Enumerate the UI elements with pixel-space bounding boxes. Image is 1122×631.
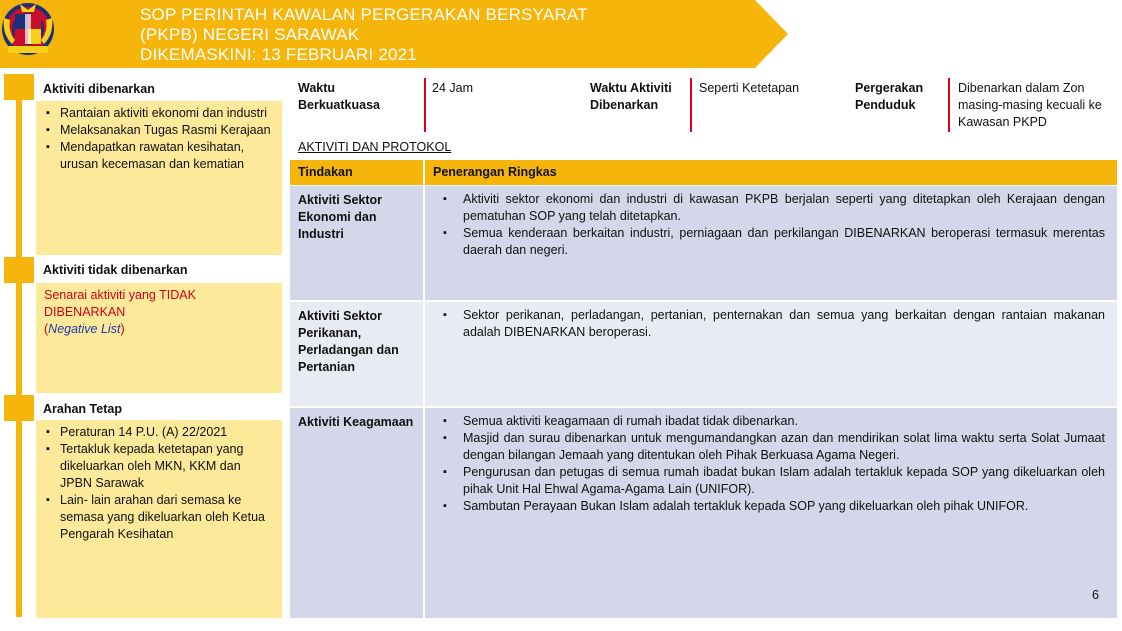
allowed-activities-box (36, 101, 282, 255)
effective-time-value: 24 Jam (432, 81, 473, 95)
negative-list-link[interactable]: Negative List (48, 322, 121, 336)
title-line-1: SOP PERINTAH KAWALAN PERGERAKAN BERSYARAT (140, 5, 588, 24)
list-item: ▪ Semua kenderaan berkaitan industri, perniagaan dan perkilangan DIBENARKAN beroperasi termasuk merentas daerah dan negeri. (439, 225, 1105, 259)
list-item: ▪ Peraturan 14 P.U. (A) 22/2021 (44, 424, 274, 441)
movement-value: Dibenarkan dalam Zon masing-masing kecuali ke Kawasan PKPD (958, 81, 1102, 129)
activity-time-label: Waktu Aktiviti Dibenarkan (590, 81, 672, 112)
title-line-2: (PKPB) NEGERI SARAWAK (140, 25, 360, 44)
table-header-action: Tindakan (290, 160, 423, 185)
allowed-activities-title: Aktiviti dibenarkan (36, 78, 282, 100)
list-item: ▪ Lain- lain arahan dari semasa ke semasa yang dikeluarkan oleh Ketua Pengarah Kesihatan (44, 492, 274, 543)
list-item: ▪ Mendapatkan rawatan kesihatan, urusan kecemasan dan kematian (44, 139, 274, 173)
coat-of-arms-logo (0, 0, 56, 58)
list-item: ▪ Melaksanakan Tugas Rasmi Kerajaan (44, 122, 274, 139)
not-allowed-activities-title: Aktiviti tidak dibenarkan (36, 259, 282, 281)
list-item: ▪ Pengurusan dan petugas di semua rumah ibadat bukan Islam adalah tertakluk kepada SOP yang dikeluarkan oleh pihak Unit Hal Ehwal Agama-Agama Lain (UNIFOR). (439, 464, 1105, 498)
list-item: ▪ Masjid dan surau dibenarkan untuk mengumandangkan azan dan mendirikan solat lima waktu serta Solat Jumaat dengan bilangan Jemaah yang ditentukan oleh Pihak Berkuasa Agama Negeri. (439, 430, 1105, 464)
list-item: ▪ Sambutan Perayaan Bukan Islam adalah tertakluk kepada SOP yang dikeluarkan oleh pihak UNIFOR. (439, 498, 1105, 515)
section-marker-allowed (4, 74, 34, 100)
divider (424, 78, 426, 132)
page-title (140, 5, 588, 65)
page-number: 6 (1092, 588, 1099, 602)
table-header-description: Penerangan Ringkas (425, 160, 1117, 185)
table-row-description (425, 302, 1117, 406)
activity-time-value: Seperti Ketetapan (699, 81, 800, 95)
table-row-description (425, 186, 1117, 300)
not-allowed-activities-box (36, 283, 282, 393)
section-marker-not-allowed (4, 257, 34, 283)
timeline-line (16, 82, 22, 617)
list-item: ▪ Sektor perikanan, perladangan, pertanian, penternakan dan semua yang berkaitan dengan rantaian makanan adalah DIBENARKAN beroperasi. (439, 307, 1105, 341)
list-item: ▪ Semua aktiviti keagamaan di rumah ibadat tidak dibenarkan. (439, 413, 1105, 430)
paren-open: ( (44, 322, 49, 336)
list-item: ▪ Aktiviti sektor ekonomi dan industri di kawasan PKPB berjalan seperti yang ditetapkan oleh Kerajaan dengan pematuhan SOP yang telah ditetapkan. (439, 191, 1105, 225)
movement-label: Pergerakan Penduduk (855, 81, 924, 112)
table-row-action: Aktiviti Sektor Perikanan, Perladangan dan Pertanian (290, 302, 423, 406)
list-item: ▪ Rantaian aktiviti ekonomi dan industri (44, 105, 274, 122)
standing-orders-box (36, 420, 282, 618)
activities-table (290, 160, 1117, 618)
table-row-action: Aktiviti Keagamaan (290, 408, 423, 618)
effective-time-label: Waktu Berkuatkuasa (298, 81, 380, 112)
title-line-3: DIKEMASKINI: 13 FEBRUARI 2021 (140, 45, 417, 64)
header-banner (0, 0, 790, 68)
table-row-action: Aktiviti Sektor Ekonomi dan Industri (290, 186, 423, 300)
negative-list-text: Senarai aktiviti yang TIDAK DIBENARKAN (44, 288, 196, 319)
section-marker-standing-orders (4, 395, 34, 421)
section-heading: AKTIVITI DAN PROTOKOL (298, 140, 452, 154)
paren-close: ) (120, 322, 125, 336)
divider (690, 78, 692, 132)
list-item: ▪ Tertakluk kepada ketetapan yang dikeluarkan oleh MKN, KKM dan JPBN Sarawak (44, 441, 274, 492)
divider (948, 78, 950, 132)
standing-orders-title: Arahan Tetap (36, 398, 282, 420)
table-row-description (425, 408, 1117, 618)
